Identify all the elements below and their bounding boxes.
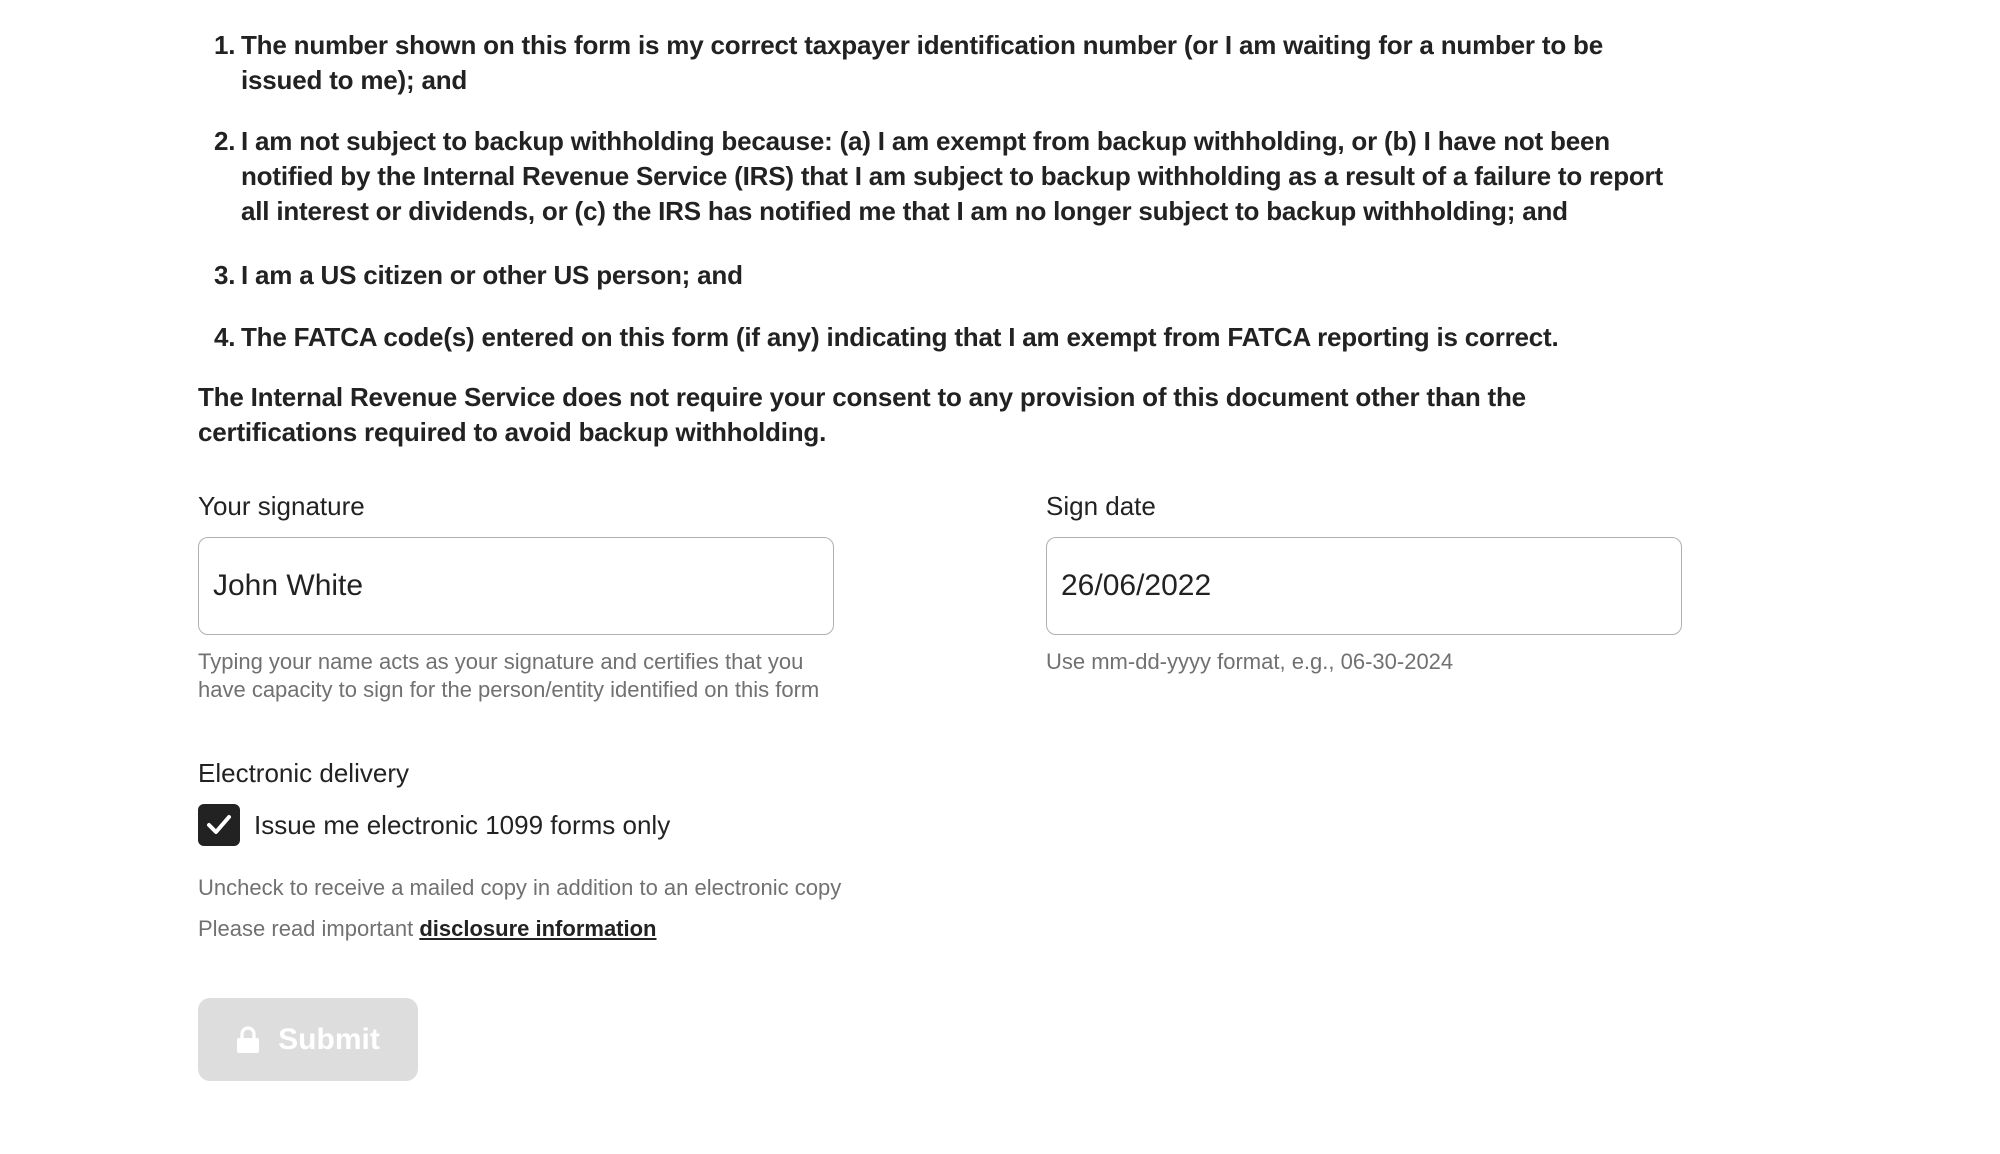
- lock-icon: [236, 1026, 260, 1054]
- item-number: 1.: [214, 30, 236, 60]
- certification-item: [214, 258, 743, 293]
- sign-date-label: Sign date: [1046, 491, 1156, 521]
- sign-date-helper-text: Use mm-dd-yyyy format, e.g., 06-30-2024: [1046, 649, 1454, 674]
- irs-consent-note: The Internal Revenue Service does not require your consent to any provision of this document other than the certifications required to avoid backup withholding.: [198, 382, 1526, 447]
- item-number: 4.: [214, 322, 236, 352]
- signature-input[interactable]: [198, 537, 834, 635]
- electronic-1099-checkbox-label[interactable]: Issue me electronic 1099 forms only: [254, 809, 671, 840]
- electronic-1099-checkbox[interactable]: [198, 804, 240, 846]
- item-text: The number shown on this form is my correct taxpayer identification number (or I am waiting for a number to be issued to me); and: [241, 30, 1603, 95]
- electronic-delivery-label: Electronic delivery: [198, 758, 409, 788]
- certification-item: [214, 124, 1682, 229]
- disclosure-prefix: Please read important: [198, 916, 420, 941]
- item-text: I am a US citizen or other US person; and: [241, 260, 743, 290]
- submit-label: Submit: [278, 1022, 380, 1056]
- signature-helper-text: Typing your name acts as your signature and certifies that you have capacity to sign for the person/entity identified on this form: [198, 649, 820, 702]
- certification-item: [214, 28, 1682, 98]
- disclosure-note: [198, 915, 657, 943]
- uncheck-note: Uncheck to receive a mailed copy in addition to an electronic copy: [198, 875, 842, 900]
- sign-date-input[interactable]: [1046, 537, 1682, 635]
- item-text: The FATCA code(s) entered on this form (if any) indicating that I am exempt from FATCA reporting is correct.: [241, 322, 1559, 352]
- certification-item: [214, 320, 1559, 355]
- disclosure-information-link[interactable]: disclosure information: [419, 916, 657, 941]
- item-number: 2.: [214, 126, 236, 156]
- electronic-1099-option[interactable]: [198, 804, 670, 846]
- signature-label: Your signature: [198, 491, 365, 521]
- checkmark-icon: [206, 814, 232, 836]
- item-number: 3.: [214, 260, 236, 290]
- item-text: I am not subject to backup withholding because: (a) I am exempt from backup withholding, or (b) I have not been notified by the Internal Revenue Service (IRS) that I am subject to backup withholding as a result of a failure to report all interest or dividends, or (c) the IRS has notified me that I am no longer subject to backup withholding; and: [241, 126, 1663, 226]
- submit-button[interactable]: [198, 998, 418, 1081]
